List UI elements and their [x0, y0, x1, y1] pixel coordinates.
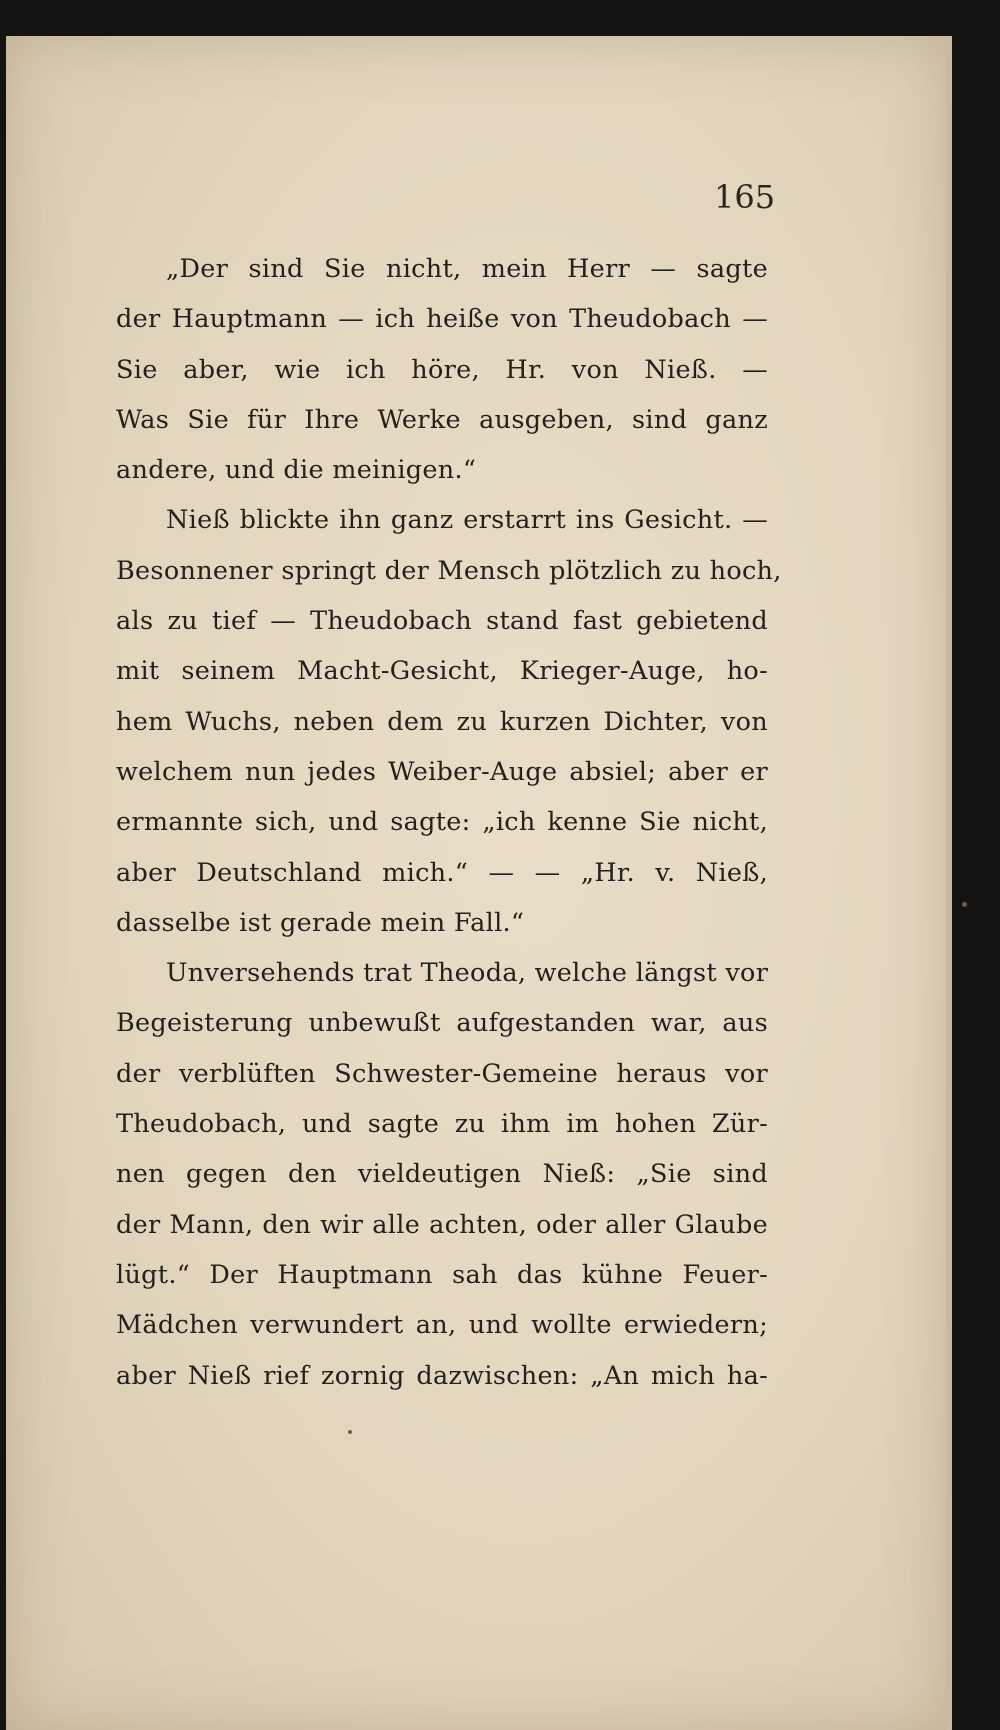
text-line: Besonnener springt der Mensch plötzlich zu hoch,: [116, 555, 782, 586]
text-line: Nieß blickte ihn ganz erstarrt ins Gesicht. —: [166, 505, 768, 536]
text-line: Theudobach, und sagte zu ihm im hohen Zür-: [116, 1109, 768, 1140]
body-text: [116, 244, 782, 1401]
text-line: mit seinem Macht-Gesicht, Krieger-Auge, ho-: [116, 656, 768, 687]
text-line: der verblüften Schwester-Gemeine heraus vor: [116, 1058, 768, 1089]
text-line: hem Wuchs, neben dem zu kurzen Dichter, von: [116, 706, 768, 737]
text-line: welchem nun jedes Weiber-Auge absiel; aber er: [116, 756, 768, 787]
text-line: nen gegen den vieldeutigen Nieß: „Sie sind: [116, 1159, 768, 1190]
text-line: andere, und die meinigen.“: [116, 455, 477, 486]
text-line: lügt.“ Der Hauptmann sah das kühne Feuer-: [116, 1259, 768, 1290]
text-line: dasselbe ist gerade mein Fall.“: [116, 907, 525, 938]
paper-speck: [348, 1430, 352, 1434]
text-line: aber Deutschland mich.“ — — „Hr. v. Nieß,: [116, 857, 768, 888]
paper-speck: [962, 902, 967, 907]
page-number: 165: [714, 178, 776, 216]
text-line: Sie aber, wie ich höre, Hr. von Nieß. —: [116, 354, 768, 385]
text-line: „Der sind Sie nicht, mein Herr — sagte: [166, 254, 768, 284]
text-line: als zu tief — Theudobach stand fast gebietend: [116, 606, 768, 637]
text-line: Mädchen verwundert an, und wollte erwiedern;: [116, 1310, 768, 1341]
text-line: der Hauptmann — ich heiße von Theudobach —: [116, 304, 768, 335]
text-line: aber Nieß rief zornig dazwischen: „An mich ha-: [116, 1360, 768, 1391]
text-line: Unversehends trat Theoda, welche längst vor: [166, 958, 769, 989]
text-line: Was Sie für Ihre Werke ausgeben, sind ganz: [116, 404, 768, 435]
text-line: der Mann, den wir alle achten, oder aller Glaube: [116, 1209, 768, 1240]
text-line: ermannte sich, und sagte: „ich kenne Sie nicht,: [116, 807, 768, 838]
text-line: Begeisterung unbewußt aufgestanden war, aus: [116, 1008, 768, 1039]
